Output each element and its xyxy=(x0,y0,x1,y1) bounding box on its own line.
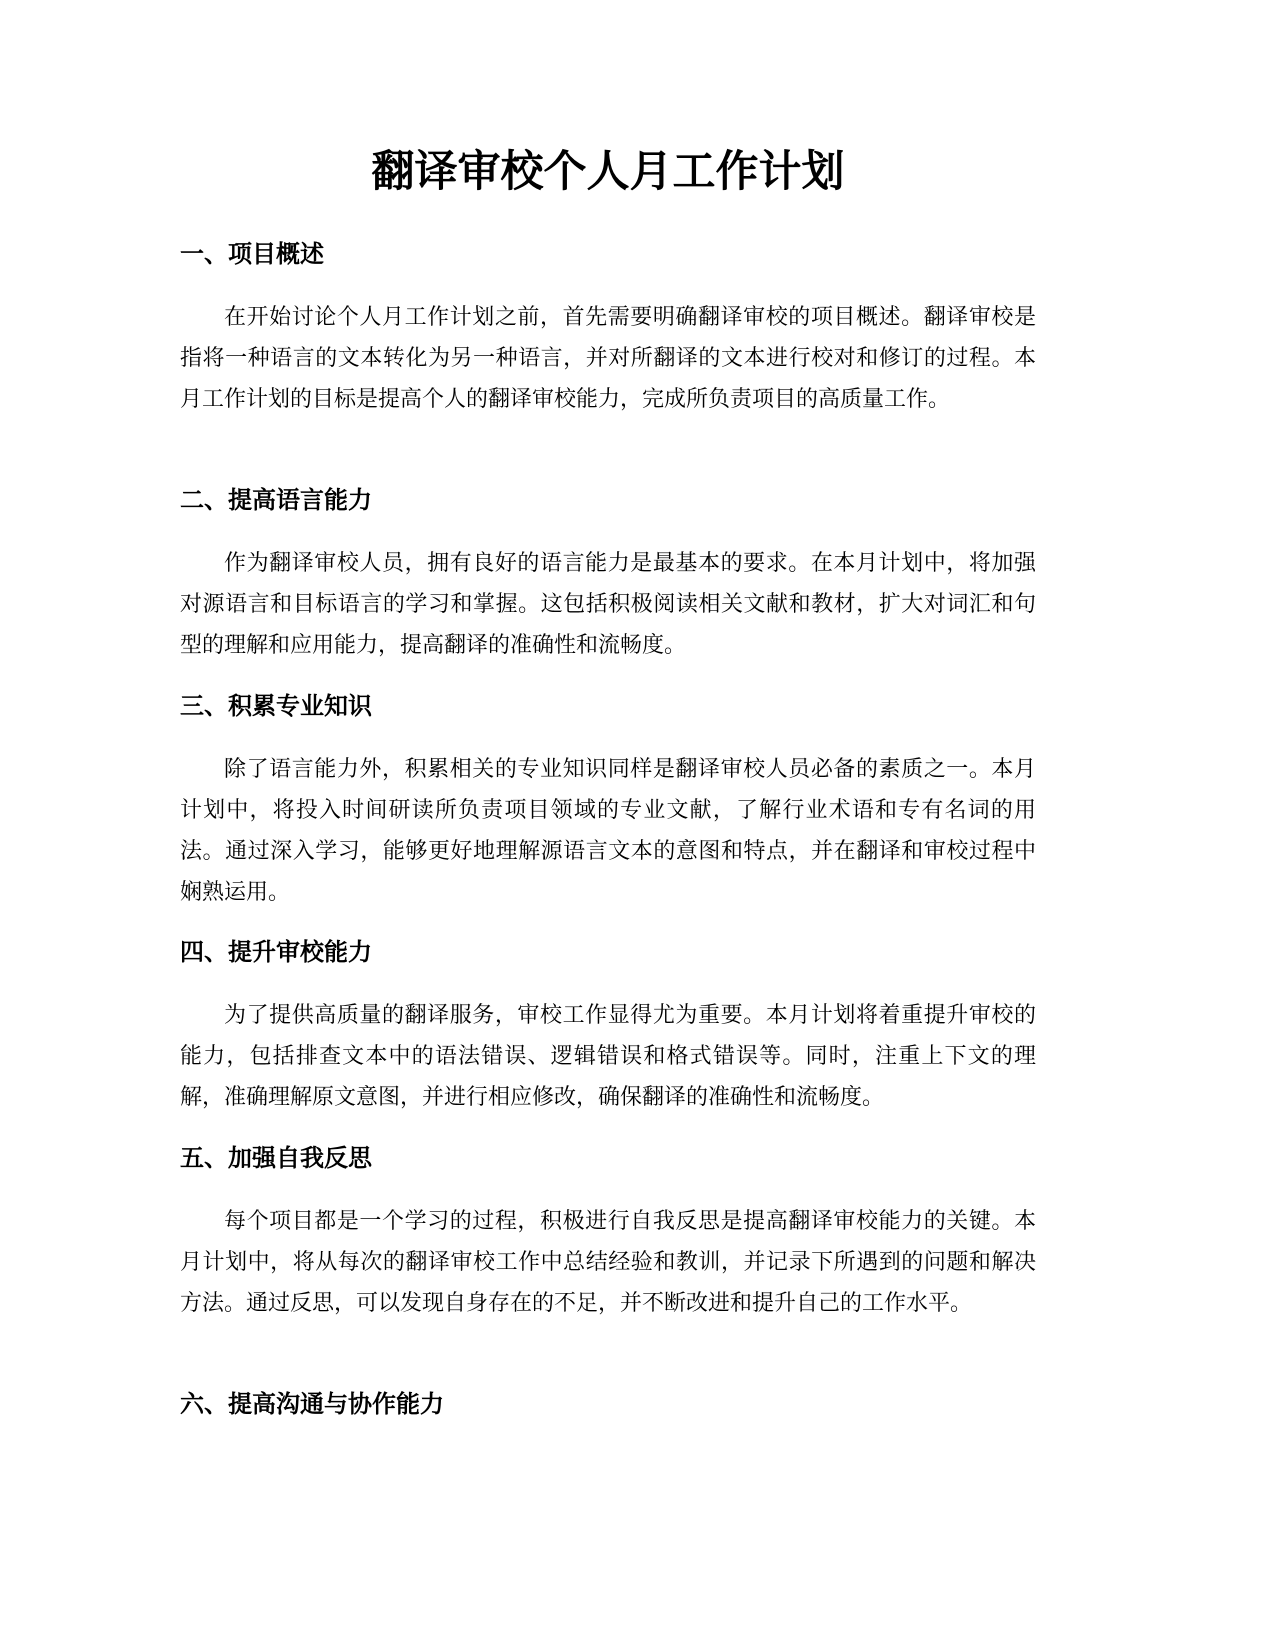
section-heading: 一、项目概述 xyxy=(180,240,324,268)
section-self-reflection xyxy=(180,1140,1036,1324)
section-paragraph: 每个项目都是一个学习的过程，积极进行自我反思是提高翻译审校能力的关键。本月计划中，将从每次的翻译审校工作中总结经验和教训，并记录下所遇到的问题和解决方法。通过反思，可以发现自身存在的不足，并不断改进和提升自己的工作水平。 xyxy=(180,1209,1036,1316)
section-paragraph: 作为翻译审校人员，拥有良好的语言能力是最基本的要求。在本月计划中，将加强对源语言和目标语言的学习和掌握。这包括积极阅读相关文献和教材，扩大对词汇和句型的理解和应用能力，提高翻译的准确性和流畅度。 xyxy=(180,551,1036,658)
section-heading: 二、提高语言能力 xyxy=(180,486,372,514)
section-heading: 四、提升审校能力 xyxy=(180,938,372,966)
section-heading: 六、提高沟通与协作能力 xyxy=(180,1390,444,1418)
section-professional-knowledge xyxy=(180,688,1036,913)
section-heading: 三、积累专业知识 xyxy=(180,692,372,720)
section-paragraph: 为了提供高质量的翻译服务，审校工作显得尤为重要。本月计划将着重提升审校的能力，包括排查文本中的语法错误、逻辑错误和格式错误等。同时，注重上下文的理解，准确理解原文意图，并进行相应修改，确保翻译的准确性和流畅度。 xyxy=(180,1003,1036,1110)
section-communication xyxy=(180,1386,1036,1422)
document-page xyxy=(180,0,1036,1650)
section-paragraph: 在开始讨论个人月工作计划之前，首先需要明确翻译审校的项目概述。翻译审校是指将一种语言的文本转化为另一种语言，并对所翻译的文本进行校对和修订的过程。本月工作计划的目标是提高个人的翻译审校能力，完成所负责项目的高质量工作。 xyxy=(180,305,1036,412)
section-paragraph: 除了语言能力外，积累相关的专业知识同样是翻译审校人员必备的素质之一。本月计划中，将投入时间研读所负责项目领域的专业文献，了解行业术语和专有名词的用法。通过深入学习，能够更好地理解源语言文本的意图和特点，并在翻译和审校过程中娴熟运用。 xyxy=(180,757,1036,905)
section-project-overview xyxy=(180,236,1036,420)
document-title: 翻译审校个人月工作计划 xyxy=(371,147,845,197)
section-proofreading-ability xyxy=(180,934,1036,1118)
section-language-ability xyxy=(180,482,1036,666)
section-heading: 五、加强自我反思 xyxy=(180,1144,372,1172)
